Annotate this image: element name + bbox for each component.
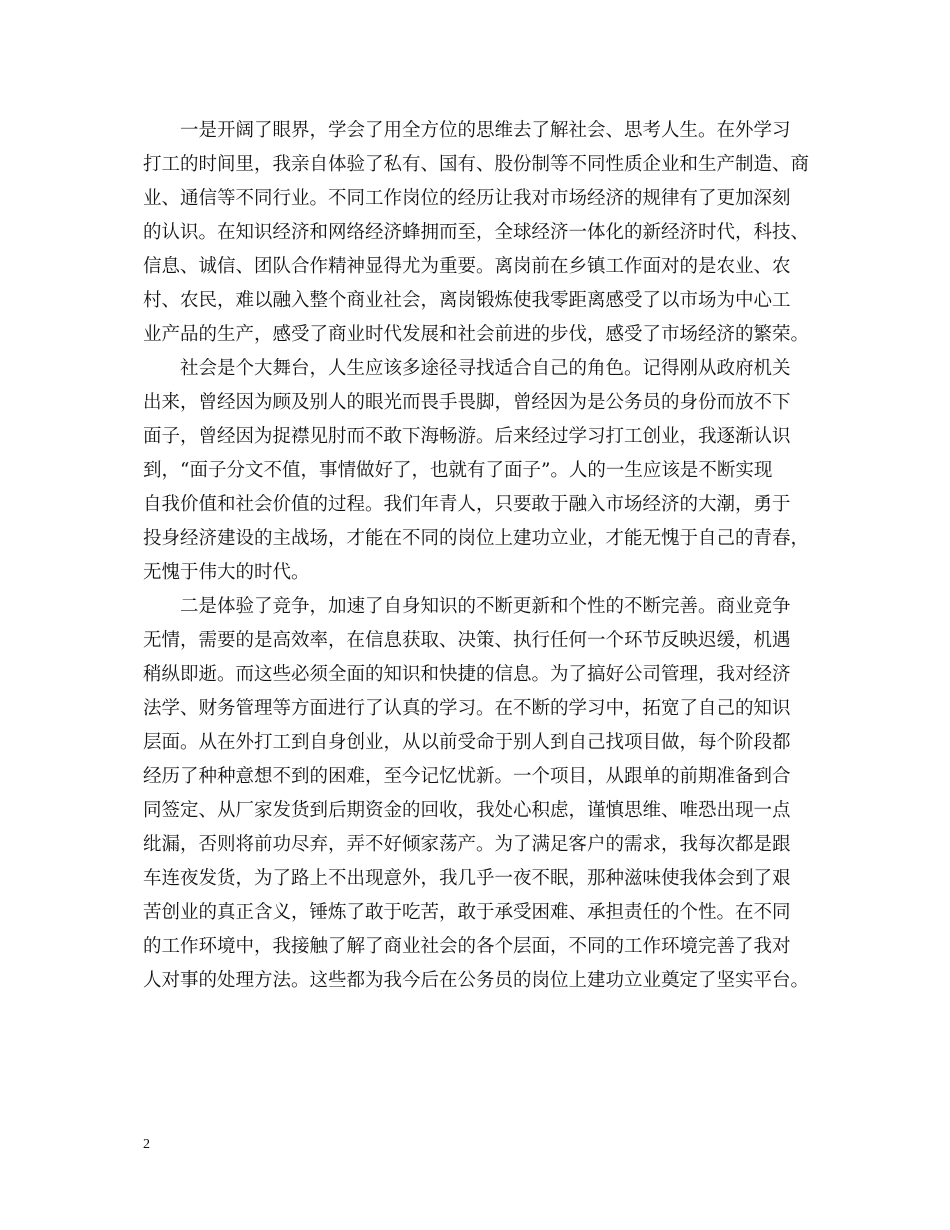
paragraph-line: 村、农民，难以融入整个商业社会，离岗锻炼使我零距离感受了以市场为中心工 bbox=[143, 290, 791, 311]
paragraph-line: 投身经济建设的主战场，才能在不同的岗位上建功立业，才能无愧于自己的青春， bbox=[143, 528, 810, 549]
paragraph-line: 出来，曾经因为顾及别人的眼光而畏手畏脚，曾经因为是公务员的身份而放不下 bbox=[143, 392, 791, 413]
paragraph-line: 无情，需要的是高效率，在信息获取、决策、执行任何一个环节反映迟缓，机遇 bbox=[143, 630, 791, 651]
paragraph-line: 业产品的生产，感受了商业时代发展和社会前进的步伐，感受了市场经济的繁荣。 bbox=[143, 324, 810, 345]
paragraph-line: 自我价值和社会价值的过程。我们年青人，只要敢于融入市场经济的大潮，勇于 bbox=[143, 494, 791, 515]
paragraph-line: 无愧于伟大的时代。 bbox=[143, 562, 310, 583]
paragraph-line: 一是开阔了眼界，学会了用全方位的思维去了解社会、思考人生。在外学习 bbox=[180, 120, 791, 141]
paragraph-line: 的工作环境中，我接触了解了商业社会的各个层面，不同的工作环境完善了我对 bbox=[143, 936, 791, 957]
paragraph-line: 社会是个大舞台，人生应该多途径寻找适合自己的角色。记得刚从政府机关 bbox=[180, 358, 791, 379]
paragraph-line: 信息、诚信、团队合作精神显得尤为重要。离岗前在乡镇工作面对的是农业、农 bbox=[143, 256, 791, 277]
paragraph-line: 人对事的处理方法。这些都为我今后在公务员的岗位上建功立业奠定了坚实平台。 bbox=[143, 970, 810, 991]
paragraph-line: 层面。从在外打工到自身创业，从以前受命于别人到自己找项目做，每个阶段都 bbox=[143, 732, 791, 753]
paragraph-line: 经历了种种意想不到的困难，至今记忆忧新。一个项目，从跟单的前期准备到合 bbox=[143, 766, 791, 787]
paragraph-line: 到，“面子分文不值，事情做好了，也就有了面子”。人的一生应该是不断实现 bbox=[143, 460, 773, 481]
paragraph-line: 打工的时间里，我亲自体验了私有、国有、股份制等不同性质企业和生产制造、商 bbox=[143, 154, 810, 175]
paragraph-line: 面子，曾经因为捉襟见肘而不敢下海畅游。后来经过学习打工创业，我逐渐认识 bbox=[143, 426, 791, 447]
page-number: 2 bbox=[143, 1137, 150, 1152]
paragraph-line: 同签定、从厂家发货到后期资金的回收，我处心积虑，谨慎思维、唯恐出现一点 bbox=[143, 800, 791, 821]
paragraph-line: 二是体验了竞争，加速了自身知识的不断更新和个性的不断完善。商业竞争 bbox=[180, 596, 791, 617]
paragraph-line: 法学、财务管理等方面进行了认真的学习。在不断的学习中，拓宽了自己的知识 bbox=[143, 698, 791, 719]
paragraph-line: 稍纵即逝。而这些必须全面的知识和快捷的信息。为了搞好公司管理，我对经济 bbox=[143, 664, 791, 685]
paragraph-line: 车连夜发货，为了路上不出现意外，我几乎一夜不眠，那种滋味使我体会到了艰 bbox=[143, 868, 791, 889]
paragraph-3 bbox=[143, 590, 823, 998]
paragraph-line: 苦创业的真正含义，锤炼了敢于吃苦，敢于承受困难、承担责任的个性。在不同 bbox=[143, 902, 791, 923]
paragraph-1 bbox=[143, 114, 823, 352]
paragraph-line: 业、通信等不同行业。不同工作岗位的经历让我对市场经济的规律有了更加深刻 bbox=[143, 188, 791, 209]
paragraph-line: 的认识。在知识经济和网络经济蜂拥而至，全球经济一体化的新经济时代，科技、 bbox=[143, 222, 810, 243]
paragraph-2 bbox=[143, 352, 823, 590]
paragraph-line: 纰漏，否则将前功尽弃，弄不好倾家荡产。为了满足客户的需求，我每次都是跟 bbox=[143, 834, 791, 855]
